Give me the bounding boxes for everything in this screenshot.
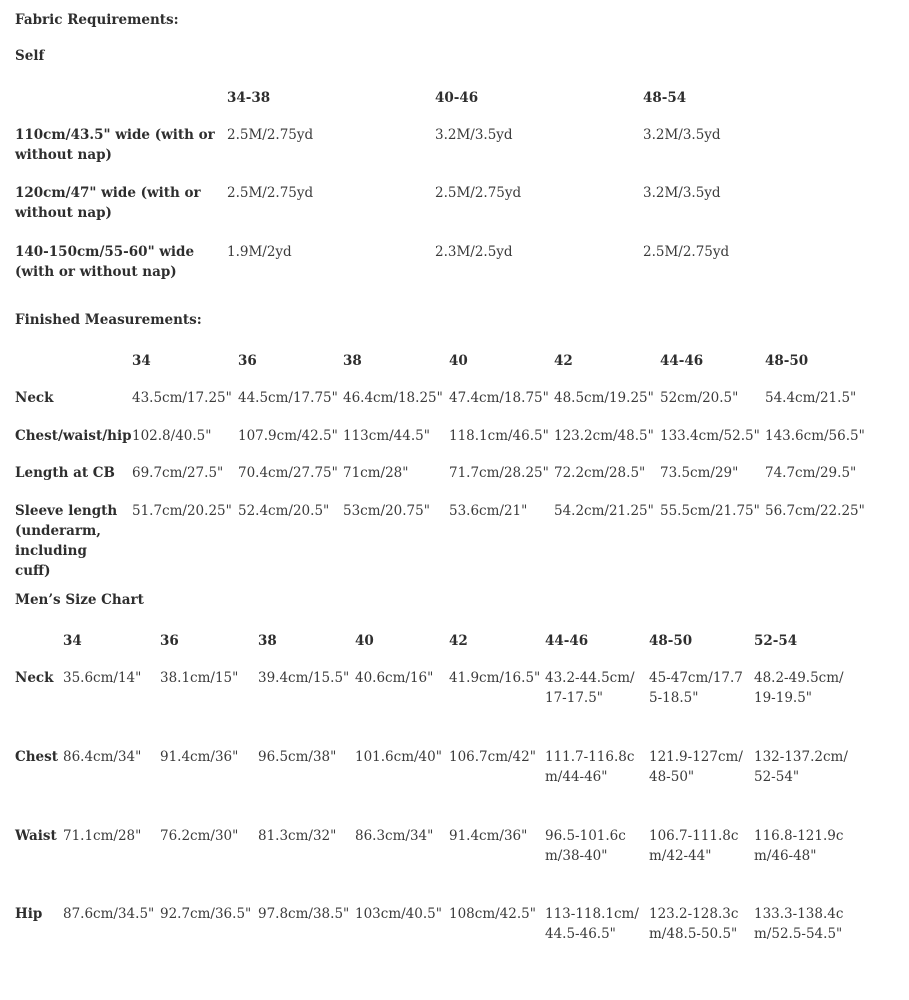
mens-col-header: 52-54 (754, 633, 798, 649)
mens-row-label: Neck (15, 670, 54, 686)
mens-cell: 101.6cm/40" (355, 749, 442, 765)
fabric-cell: 2.5M/2.75yd (643, 244, 730, 260)
mens-cell: 86.3cm/34" (355, 828, 434, 844)
mens-cell: 91.4cm/36" (160, 749, 239, 765)
mens-cell: 123.2-128.3cm/48.5-50.5" (649, 906, 739, 942)
finished-cell: 70.4cm/27.75" (238, 465, 338, 481)
mens-cell: 76.2cm/30" (160, 828, 239, 844)
fabric-cell: 2.3M/2.5yd (435, 244, 513, 260)
finished-cell: 43.5cm/17.25" (132, 390, 232, 406)
finished-row-label: Chest/waist/hip (15, 428, 132, 444)
finished-cell: 123.2cm/48.5" (554, 428, 654, 444)
fabric-cell: 3.2M/3.5yd (643, 185, 721, 201)
finished-cell: 54.4cm/21.5" (765, 390, 857, 406)
fabric-cell: 3.2M/3.5yd (643, 127, 721, 143)
finished-cell: 55.5cm/21.75" (660, 503, 760, 519)
finished-cell: 52cm/20.5" (660, 390, 739, 406)
finished-col-header: 34 (132, 353, 151, 369)
fabric-row-label: 120cm/47" wide (with or without nap) (15, 185, 201, 221)
finished-cell: 54.2cm/21.25" (554, 503, 654, 519)
fabric-cell: 3.2M/3.5yd (435, 127, 513, 143)
mens-cell: 108cm/42.5" (449, 906, 536, 922)
finished-cell: 52.4cm/20.5" (238, 503, 330, 519)
finished-col-header: 42 (554, 353, 573, 369)
finished-col-header: 40 (449, 353, 468, 369)
mens-cell: 81.3cm/32" (258, 828, 337, 844)
finished-cell: 143.6cm/56.5" (765, 428, 865, 444)
finished-cell: 44.5cm/17.75" (238, 390, 338, 406)
mens-col-header: 40 (355, 633, 374, 649)
finished-row-label: Length at CB (15, 465, 115, 481)
finished-cell: 71.7cm/28.25" (449, 465, 549, 481)
fabric-col-header: 48-54 (643, 90, 687, 106)
finished-cell: 69.7cm/27.5" (132, 465, 224, 481)
mens-row-label: Chest (15, 749, 58, 765)
mens-cell: 121.9-127cm/48-50" (649, 749, 743, 785)
mens-col-header: 36 (160, 633, 179, 649)
finished-cell: 47.4cm/18.75" (449, 390, 549, 406)
mens-cell: 38.1cm/15" (160, 670, 239, 686)
mens-cell: 40.6cm/16" (355, 670, 434, 686)
mens-cell: 132-137.2cm/52-54" (754, 749, 848, 785)
mens-cell: 43.2-44.5cm/17-17.5" (545, 670, 635, 706)
mens-cell: 48.2-49.5cm/19-19.5" (754, 670, 844, 706)
mens-col-header: 42 (449, 633, 468, 649)
finished-row-label: Neck (15, 390, 54, 406)
finished-cell: 71cm/28" (343, 465, 409, 481)
finished-cell: 56.7cm/22.25" (765, 503, 865, 519)
finished-cell: 113cm/44.5" (343, 428, 430, 444)
mens-cell: 103cm/40.5" (355, 906, 442, 922)
self-label: Self (15, 48, 45, 64)
fabric-cell: 1.9M/2yd (227, 244, 292, 260)
mens-cell: 92.7cm/36.5" (160, 906, 252, 922)
fabric-requirements-title: Fabric Requirements: (15, 12, 179, 28)
mens-col-header: 48-50 (649, 633, 693, 649)
finished-col-header: 48-50 (765, 353, 809, 369)
mens-cell: 113-118.1cm/44.5-46.5" (545, 906, 639, 942)
mens-cell: 97.8cm/38.5" (258, 906, 350, 922)
fabric-col-header: 40-46 (435, 90, 479, 106)
mens-cell: 87.6cm/34.5" (63, 906, 155, 922)
finished-cell: 73.5cm/29" (660, 465, 739, 481)
mens-cell: 96.5cm/38" (258, 749, 337, 765)
fabric-col-header: 34-38 (227, 90, 271, 106)
finished-col-header: 36 (238, 353, 257, 369)
fabric-cell: 2.5M/2.75yd (435, 185, 522, 201)
mens-col-header: 34 (63, 633, 82, 649)
mens-row-label: Waist (15, 828, 57, 844)
finished-measurements-title: Finished Measurements: (15, 312, 202, 328)
mens-col-header: 38 (258, 633, 277, 649)
mens-cell: 96.5-101.6cm/38-40" (545, 828, 626, 864)
fabric-row-label: 110cm/43.5" wide (with or without nap) (15, 127, 215, 163)
mens-size-chart-title: Men’s Size Chart (15, 592, 144, 608)
finished-cell: 53.6cm/21" (449, 503, 528, 519)
mens-row-label: Hip (15, 906, 43, 922)
finished-cell: 46.4cm/18.25" (343, 390, 443, 406)
finished-cell: 48.5cm/19.25" (554, 390, 654, 406)
finished-cell: 107.9cm/42.5" (238, 428, 338, 444)
mens-cell: 106.7cm/42" (449, 749, 536, 765)
mens-cell: 133.3-138.4cm/52.5-54.5" (754, 906, 844, 942)
finished-col-header: 44-46 (660, 353, 704, 369)
fabric-cell: 2.5M/2.75yd (227, 127, 314, 143)
mens-cell: 116.8-121.9cm/46-48" (754, 828, 844, 864)
mens-cell: 91.4cm/36" (449, 828, 528, 844)
finished-col-header: 38 (343, 353, 362, 369)
mens-cell: 45-47cm/17.75-18.5" (649, 670, 743, 706)
finished-cell: 74.7cm/29.5" (765, 465, 857, 481)
mens-cell: 35.6cm/14" (63, 670, 142, 686)
mens-cell: 111.7-116.8cm/44-46" (545, 749, 635, 785)
mens-cell: 86.4cm/34" (63, 749, 142, 765)
mens-cell: 39.4cm/15.5" (258, 670, 350, 686)
finished-cell: 53cm/20.75" (343, 503, 430, 519)
mens-cell: 41.9cm/16.5" (449, 670, 541, 686)
finished-cell: 72.2cm/28.5" (554, 465, 646, 481)
finished-row-label: Sleeve length (underarm, including cuff) (15, 503, 118, 579)
mens-cell: 106.7-111.8cm/42-44" (649, 828, 739, 864)
finished-cell: 118.1cm/46.5" (449, 428, 549, 444)
finished-cell: 102.8/40.5" (132, 428, 212, 444)
mens-cell: 71.1cm/28" (63, 828, 142, 844)
fabric-row-label: 140-150cm/55-60" wide (with or without nap) (15, 244, 195, 280)
mens-col-header: 44-46 (545, 633, 589, 649)
fabric-cell: 2.5M/2.75yd (227, 185, 314, 201)
finished-cell: 133.4cm/52.5" (660, 428, 760, 444)
finished-cell: 51.7cm/20.25" (132, 503, 232, 519)
